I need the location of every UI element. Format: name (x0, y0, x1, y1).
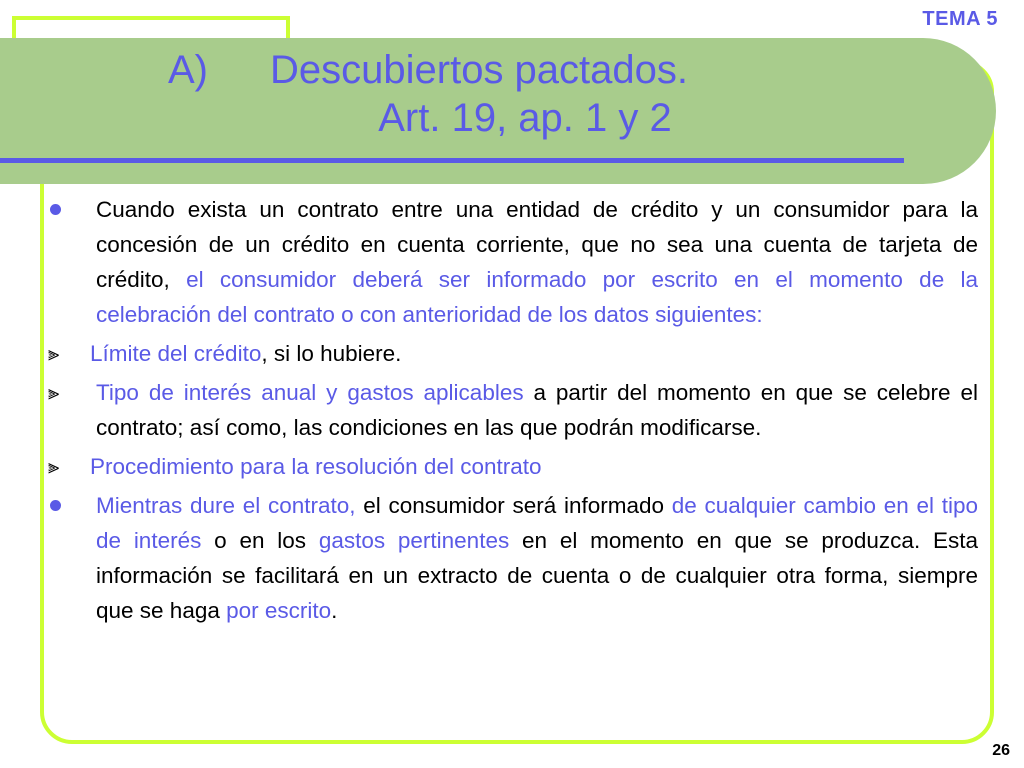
item-text: en el momento en que se produzca. Esta información se facilitará en un extracto de cuenta o de cualquier otra forma, siempre que se haga (96, 528, 978, 623)
item-text: . (331, 598, 338, 623)
item-text: o en los (201, 528, 319, 553)
title-line-2: Art. 19, ap. 1 y 2 (378, 96, 672, 140)
item-text-highlight: de cualquier cambio en el tipo de interés (96, 493, 978, 553)
arrow-icon: ⫸ (48, 341, 60, 365)
item-text-highlight: gastos pertinentes (318, 528, 510, 553)
item-text: a partir del momento en que se celebre el contrato; así como, las condiciones en las que podrán modificarse. (96, 380, 978, 440)
list-item (48, 336, 978, 371)
list-item (48, 375, 978, 445)
page-number: 26 (992, 742, 1010, 759)
item-text-highlight: Tipo de interés anual y gastos aplicables (96, 380, 524, 405)
topic-label: TEMA 5 (922, 8, 998, 30)
slide-title (0, 46, 904, 142)
item-text: Cuando exista un contrato entre una entidad de crédito y un consumidor para la concesión de un crédito en cuenta corriente, que no sea una cuenta de tarjeta de crédito, (96, 197, 978, 292)
bullet-dot-icon (50, 204, 61, 215)
item-text: , si lo hubiere. (261, 341, 402, 366)
title-marker: A) (168, 48, 208, 92)
list-item (48, 192, 978, 332)
item-text-highlight: Mientras dure el contrato, (96, 493, 356, 518)
title-underline (0, 158, 904, 163)
arrow-icon: ⫸ (48, 380, 60, 404)
item-text-highlight: Límite del crédito (90, 341, 262, 366)
item-text: el consumidor será informado (355, 493, 672, 518)
list-item (48, 488, 978, 628)
item-text-highlight: por escrito (226, 598, 332, 623)
slide-body (48, 192, 978, 632)
title-line-1 (0, 46, 904, 94)
title-text: Descubiertos pactados. (270, 48, 689, 92)
list-item (48, 449, 978, 484)
bullet-dot-icon (50, 500, 61, 511)
item-text-highlight: Procedimiento para la resolución del contrato (90, 454, 542, 479)
arrow-icon: ⫸ (48, 454, 60, 478)
item-text-highlight: el consumidor deberá ser informado por escrito en el momento de la celebración del contrato o con anterioridad de los datos siguientes: (96, 267, 978, 327)
